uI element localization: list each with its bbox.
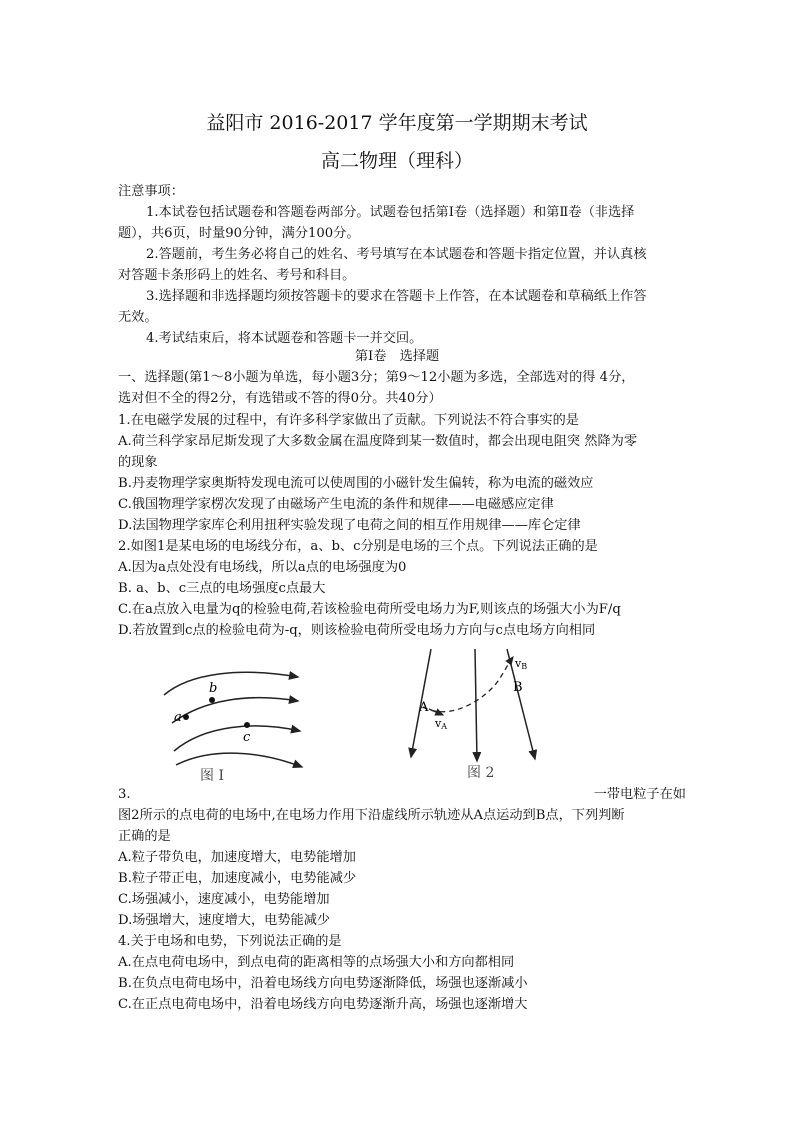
q3-option-c: C.场强减小，速度减小，电势能增加 [118, 892, 330, 907]
figure-1-caption: 图 I [200, 768, 224, 784]
figure-2-trajectory [395, 645, 555, 785]
exam-subtitle: 高二物理（理科） [320, 150, 473, 172]
label-a: a [174, 710, 182, 725]
label-vA: vA [435, 717, 447, 731]
q2-option-b: B. a、b、c三点的电场强度c点最大 [118, 581, 326, 596]
q1-option-b: B.丹麦物理学家奥斯特发现电流可以使周围的小磁针发生偏转，称为电流的磁效应 [118, 476, 594, 491]
field-line [172, 698, 298, 723]
notice-2: 2.答题前，考生务必将自己的姓名、考号填写在本试题卷和答题卡指定位置，并认真核 [146, 247, 647, 262]
exam-title: 益阳市 2016-2017 学年度第一学期期末考试 [206, 112, 588, 134]
label-vB: vB [515, 657, 528, 671]
q2-option-a: A.因为a点处没有电场线，所以a点的电场强度为0 [118, 560, 407, 575]
trajectory-path [423, 657, 513, 712]
q3-option-d: D.场强增大，速度增大，电势能减少 [118, 913, 331, 928]
question-1: 1.在电磁学发展的过程中，有许多科学家做出了贡献。下列说法不符合事实的是 [118, 413, 579, 428]
question-3: 图2所示的点电荷的电场中,在电场力作用下沿虚线所示轨迹从A点运动到B点，下列判断 [118, 808, 625, 823]
point-b [209, 697, 215, 703]
label-b: b [209, 681, 218, 696]
question-3-number: 3. [118, 787, 131, 802]
question-2: 2.如图1是某电场的电场线分布，a、b、c分别是电场的三个点。下列说法正确的是 [118, 539, 598, 554]
notice-1: 1.本试卷包括试题卷和答题卷两部分。试题卷包括第Ⅰ卷（选择题）和第Ⅱ卷（非选择 [146, 205, 635, 220]
figure-2-caption: 图 2 [467, 765, 495, 781]
point-a [183, 714, 189, 720]
figure-1-field-lines [150, 655, 310, 785]
q1-option-c: C.俄国物理学家楞次发现了由磁场产生电流的条件和规律——电磁感应定律 [118, 497, 554, 512]
q1-option-a-cont: 的现象 [118, 455, 158, 470]
label-c: c [243, 730, 251, 745]
q2-option-d: D.若放置到c点的检验电荷为-q，则该检验电荷所受电场力方向与c点电场方向相同 [118, 623, 596, 638]
section-title: 第Ⅰ卷 选择题 [354, 349, 440, 364]
q1-option-d: D.法国物理学家库仑利用扭秤实验发现了电荷之间的相互作用规律——库仑定律 [118, 518, 581, 533]
field-line [176, 753, 302, 767]
q3-option-b: B.粒子带正电，加速度减小，电势能减少 [118, 871, 357, 886]
q2-option-c: C.在a点放入电量为q的检验电荷,若该检验电荷所受电场力为F,则该点的场强大小为F/q [118, 602, 621, 617]
field-line [174, 726, 300, 751]
notice-3: 3.选择题和非选择题均须按答题卡的要求在答题卡上作答，在本试题卷和草稿纸上作答 [146, 289, 647, 304]
question-3-cont: 正确的是 [118, 829, 171, 844]
point-c [244, 722, 250, 728]
q3-option-a: A.粒子带负电，加速度增大，电势能增加 [118, 850, 356, 865]
field-line [164, 672, 298, 695]
notice-3-cont: 无效。 [118, 310, 158, 325]
notice-1-cont: 题），共6页，时量90分钟，满分100分。 [118, 226, 360, 241]
field-line [475, 649, 477, 761]
question-4: 4.关于电场和电势，下列说法正确的是 [118, 934, 342, 949]
q1-option-a: A.荷兰科学家昂尼斯发现了大多数金属在温度降到某一数值时，都会出现电阻突 然降为零 [118, 434, 638, 449]
notice-heading: 注意事项： [118, 184, 184, 199]
section-instructions-cont: 选对但不全的得2分，有选错或不答的得0分。共40分） [118, 391, 442, 406]
notice-2-cont: 对答题卡条形码上的姓名、考号和科目。 [118, 268, 356, 283]
q4-option-a: A.在点电荷电场中，到点电荷的距离相等的点场强大小和方向都相同 [118, 955, 515, 970]
label-A: A [419, 700, 429, 715]
label-B: B [513, 680, 523, 695]
section-instructions: 一、选择题(第1～8小题为单选，每小题3分；第9～12小题为多选，全部选对的得 4分， [118, 370, 635, 385]
q4-option-b: B.在负点电荷电场中，沿着电场线方向电势逐渐降低，场强也逐渐减小 [118, 976, 528, 991]
question-3-start: 一带电粒子在如 [593, 787, 686, 802]
q4-option-c: C.在正点电荷电场中，沿着电场线方向电势逐渐升高，场强也逐渐增大 [118, 997, 528, 1012]
notice-4: 4.考试结束后，将本试题卷和答题卡一并交回。 [146, 331, 423, 346]
